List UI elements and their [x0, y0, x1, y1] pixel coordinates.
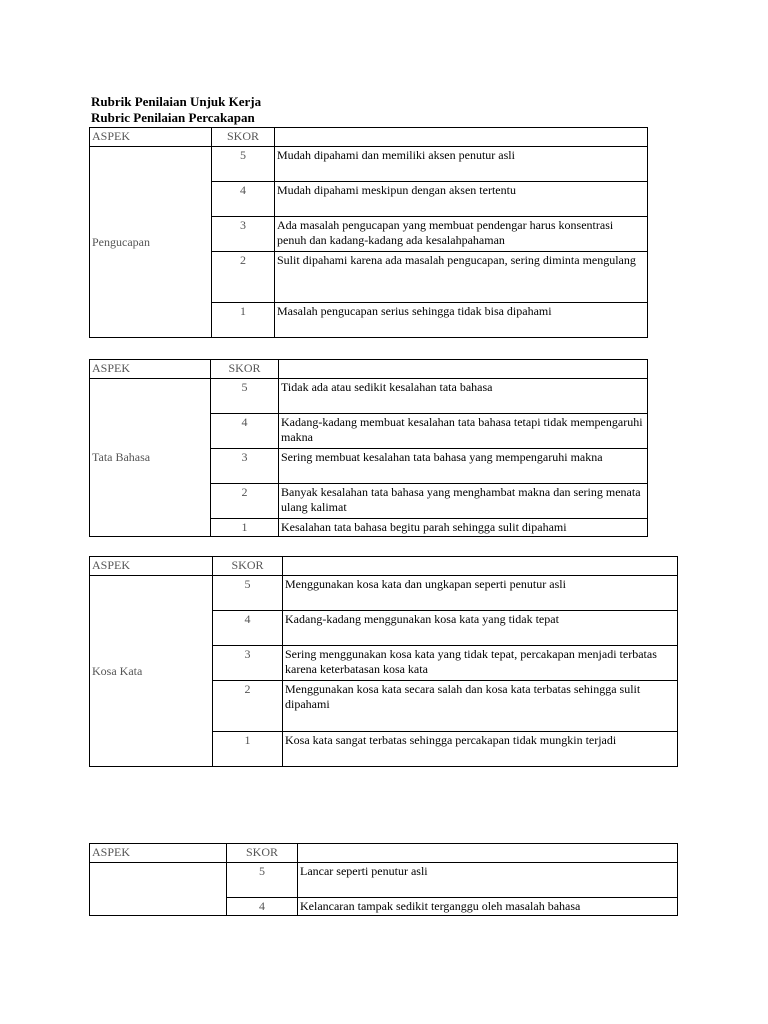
header-aspek: ASPEK — [90, 844, 227, 863]
description-cell: Mudah dipahami dan memiliki aksen penutur asli — [275, 147, 648, 182]
score-cell: 5 — [213, 576, 283, 611]
header-aspek: ASPEK — [90, 360, 211, 379]
table-header-row — [90, 360, 648, 379]
description-cell: Kadang-kadang membuat kesalahan tata bahasa tetapi tidak mempengaruhi makna — [279, 414, 648, 449]
score-cell: 2 — [211, 484, 279, 519]
aspect-label — [90, 863, 227, 916]
table-row — [90, 863, 678, 898]
description-cell: Sering membuat kesalahan tata bahasa yang mempengaruhi makna — [279, 449, 648, 484]
description-cell: Kesalahan tata bahasa begitu parah sehingga sulit dipahami — [279, 519, 648, 537]
score-cell: 1 — [212, 303, 275, 338]
description-cell: Masalah pengucapan serius sehingga tidak bisa dipahami — [275, 303, 648, 338]
rubric-table-kosa-kata — [89, 556, 678, 767]
header-aspek: ASPEK — [90, 128, 212, 147]
header-aspek: ASPEK — [90, 557, 213, 576]
aspect-label: Pengucapan — [90, 147, 212, 338]
table-row — [90, 576, 678, 611]
header-blank — [283, 557, 678, 576]
score-cell: 2 — [212, 252, 275, 303]
table-header-row — [90, 128, 648, 147]
score-cell: 1 — [213, 732, 283, 767]
header-blank — [298, 844, 678, 863]
score-cell: 3 — [213, 646, 283, 681]
table-row — [90, 147, 648, 182]
score-cell: 5 — [212, 147, 275, 182]
description-cell: Menggunakan kosa kata secara salah dan kosa kata terbatas sehingga sulit dipahami — [283, 681, 678, 732]
header-blank — [275, 128, 648, 147]
document-subtitle: Rubric Penilaian Percakapan — [91, 110, 255, 125]
table-header-row — [90, 557, 678, 576]
header-skor: SKOR — [212, 128, 275, 147]
score-cell: 4 — [227, 898, 298, 916]
aspect-label: Tata Bahasa — [90, 379, 211, 537]
description-cell: Sering menggunakan kosa kata yang tidak tepat, percakapan menjadi terbatas karena keterbatasan kosa kata — [283, 646, 678, 681]
description-cell: Banyak kesalahan tata bahasa yang menghambat makna dan sering menata ulang kalimat — [279, 484, 648, 519]
description-cell: Sulit dipahami karena ada masalah pengucapan, sering diminta mengulang — [275, 252, 648, 303]
description-cell: Kelancaran tampak sedikit terganggu oleh masalah bahasa — [298, 898, 678, 916]
score-cell: 1 — [211, 519, 279, 537]
description-cell: Menggunakan kosa kata dan ungkapan seperti penutur asli — [283, 576, 678, 611]
score-cell: 3 — [211, 449, 279, 484]
aspect-label: Kosa Kata — [90, 576, 213, 767]
score-cell: 4 — [211, 414, 279, 449]
table-header-row — [90, 844, 678, 863]
header-skor: SKOR — [227, 844, 298, 863]
description-cell: Tidak ada atau sedikit kesalahan tata bahasa — [279, 379, 648, 414]
score-cell: 4 — [212, 182, 275, 217]
rubric-table-pengucapan — [89, 127, 648, 338]
rubric-table-tata-bahasa — [89, 359, 648, 537]
description-cell: Lancar seperti penutur asli — [298, 863, 678, 898]
table-row — [90, 379, 648, 414]
header-skor: SKOR — [213, 557, 283, 576]
description-cell: Mudah dipahami meskipun dengan aksen tertentu — [275, 182, 648, 217]
description-cell: Kadang-kadang menggunakan kosa kata yang tidak tepat — [283, 611, 678, 646]
score-cell: 5 — [211, 379, 279, 414]
score-cell: 5 — [227, 863, 298, 898]
header-blank — [279, 360, 648, 379]
description-cell: Ada masalah pengucapan yang membuat pendengar harus konsentrasi penuh dan kadang-kadang ada kesalahpahaman — [275, 217, 648, 252]
rubric-table-kelancaran — [89, 843, 678, 916]
description-cell: Kosa kata sangat terbatas sehingga percakapan tidak mungkin terjadi — [283, 732, 678, 767]
score-cell: 4 — [213, 611, 283, 646]
header-skor: SKOR — [211, 360, 279, 379]
score-cell: 3 — [212, 217, 275, 252]
document-title: Rubrik Penilaian Unjuk Kerja — [91, 94, 262, 109]
score-cell: 2 — [213, 681, 283, 732]
